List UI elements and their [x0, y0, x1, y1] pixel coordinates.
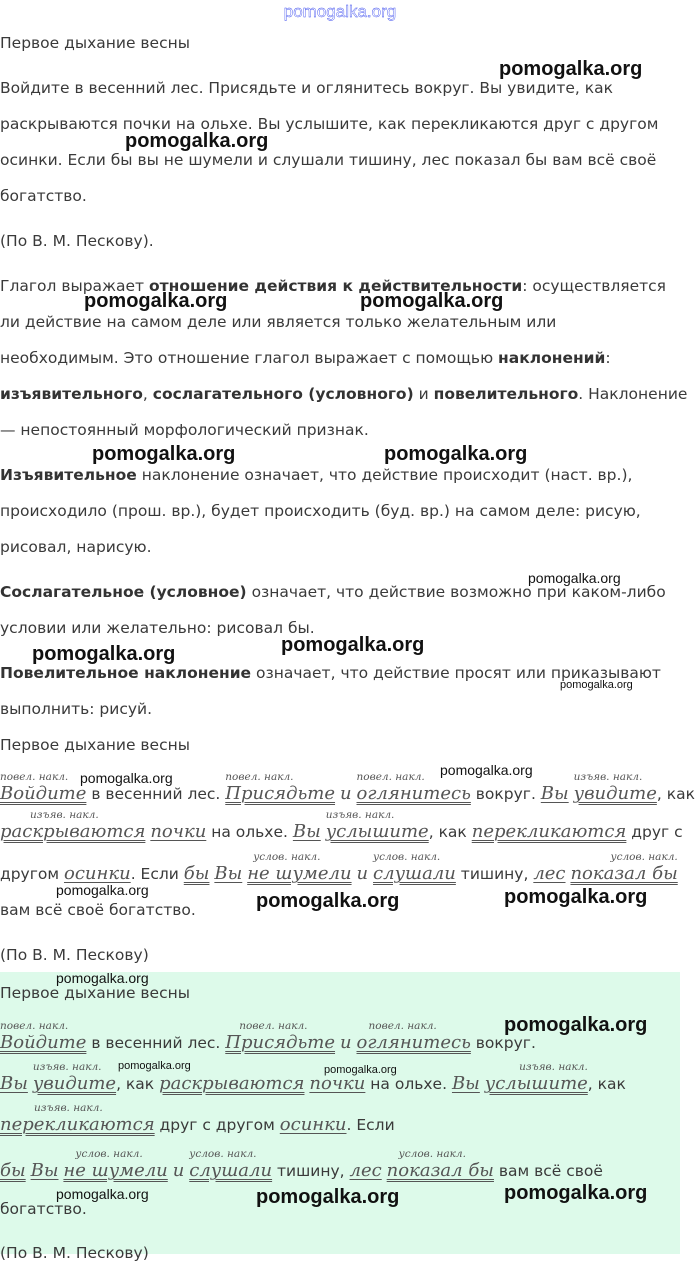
answer-word-vy-2: Вы	[451, 1073, 480, 1094]
watermark: pomogalka.org	[504, 886, 648, 908]
word-vy: Вы	[540, 783, 569, 804]
annotated-line-3: другом осинки. Если бы Вы услов. накл. не шумели и услов. накл. слушали тишину, лес услов. накл. показал бы	[0, 850, 678, 884]
answer-word-uslyshite: изъяв. накл. услышите	[484, 1060, 588, 1094]
word-prisyadte: повел. накл. Присядьте	[225, 770, 336, 804]
watermark: pomogalka.org	[84, 290, 228, 312]
watermark: pomogalka.org	[360, 290, 504, 312]
annotated-line-4: вам всё своё богатство.	[0, 901, 196, 919]
answer-line-4: бы Вы услов. накл. не шумели и услов. накл. слушали тишину, лес услов. накл. показал бы вам всё своё	[0, 1147, 603, 1181]
indicative-line-3: рисовал, нарисую.	[0, 538, 152, 556]
watermark: pomogalka.org	[118, 1060, 191, 1072]
watermark: pomogalka.org	[440, 762, 533, 778]
word-pokazal-by: услов. накл. показал бы	[570, 850, 678, 884]
subjunctive-line-1: Сослагательное (условное) означает, что действие возможно при каком-либо	[0, 583, 666, 601]
text-line-4: богатство.	[0, 187, 87, 205]
answer-word-pochki: почки	[309, 1073, 366, 1094]
annotated-line-1: повел. накл. Войдите в весенний лес. повел. накл. Присядьте и повел. накл. оглянитесь вокруг. Вы изъяв. накл. увидите, как	[0, 770, 695, 804]
word-pochki: почки	[150, 821, 207, 842]
watermark: pomogalka.org	[32, 643, 176, 665]
watermark: pomogalka.org	[80, 770, 173, 786]
text-line-2: раскрываются почки на ольхе. Вы услышите, как перекликаются друг с другом	[0, 115, 659, 133]
watermark: pomogalka.org	[528, 570, 621, 586]
word-uslyshite: изъяв. накл. услышите	[325, 808, 429, 842]
word-osinki: осинки	[63, 863, 131, 884]
watermark: pomogalka.org	[256, 1186, 400, 1208]
watermark: pomogalka.org	[281, 634, 425, 656]
answer-word-vy: Вы	[0, 1073, 28, 1094]
answer-word-osinki: осинки	[279, 1114, 347, 1135]
answer-word-prisyadte: повел. накл. Присядьте	[225, 1019, 336, 1053]
grammar-line-5: — непостоянный морфологический признак.	[0, 421, 369, 439]
word-voidite: повел. накл. Войдите	[0, 770, 87, 804]
answer-word-by: бы	[0, 1160, 26, 1181]
watermark: pomogalka.org	[504, 1014, 648, 1036]
answer-line-1: повел. накл. Войдите в весенний лес. повел. накл. Присядьте и повел. накл. оглянитесь вокруг.	[0, 1019, 536, 1053]
watermark: pomogalka.org	[499, 58, 643, 80]
indicative-line-1: Изъявительное наклонение означает, что действие происходит (наст. вр.),	[0, 466, 633, 484]
word-uvidite: изъяв. накл. увидите	[573, 770, 657, 804]
text-line-3: осинки. Если бы вы не шумели и слушали тишину, лес показал бы вам всё своё	[0, 151, 657, 169]
annotated-title: Первое дыхание весны	[0, 736, 190, 754]
answer-word-uvidite: изъяв. накл. увидите	[32, 1060, 117, 1094]
answer-word-voidite: повел. накл. Войдите	[0, 1019, 87, 1053]
answer-word-raskryvayutsya: раскрываются	[159, 1073, 305, 1094]
grammar-line-3: необходимым. Это отношение глагол выражает с помощью наклонений:	[0, 349, 611, 367]
grammar-line-4: изъявительного, сослагательного (условного) и повелительного. Наклонение	[0, 385, 688, 403]
imperative-line-1: Повелительное наклонение означает, что действие просят или приказывают	[0, 664, 661, 682]
word-slushali: услов. накл. слушали	[373, 850, 456, 884]
watermark: pomogalka.org	[256, 890, 400, 912]
answer-word-pereklikayutsya: изъяв. накл. перекликаются	[0, 1101, 155, 1135]
text-title: Первое дыхание весны	[0, 34, 190, 52]
watermark: pomogalka.org	[504, 1182, 648, 1204]
imperative-line-2: выполнить: рисуй.	[0, 700, 153, 718]
grammar-line-1: Глагол выражает отношение действия к действительности: осуществляется	[0, 277, 666, 295]
answer-word-les: лес	[349, 1160, 382, 1181]
answer-word-vy-3: Вы	[30, 1160, 59, 1181]
watermark: pomogalka.org	[125, 130, 269, 152]
watermark: pomogalka.org	[56, 970, 149, 986]
text-author: (По В. М. Пескову).	[0, 232, 154, 250]
word-vy-2: Вы	[292, 821, 321, 842]
answer-word-i-2: и	[172, 1160, 185, 1181]
text-line-1: Войдите в весенний лес. Присядьте и оглянитесь вокруг. Вы увидите, как	[0, 79, 613, 97]
answer-word-oglyanites: повел. накл. оглянитесь	[356, 1019, 471, 1053]
annotated-line-2: изъяв. накл. раскрываются почки на ольхе. Вы изъяв. накл. услышите, как перекликаются друг с	[0, 808, 683, 842]
answer-line-2: Вы изъяв. накл. увидите, как раскрываются почки на ольхе. Вы изъяв. накл. услышите, как	[0, 1060, 626, 1094]
site-watermark-top: pomogalka.org	[283, 2, 397, 21]
word-les: лес	[533, 863, 566, 884]
watermark: pomogalka.org	[56, 882, 149, 898]
answer-line-5: богатство.	[0, 1200, 87, 1218]
annotated-author: (По В. М. Пескову)	[0, 946, 149, 964]
answer-author-cut: (По В. М. Пескову)	[0, 1244, 149, 1262]
grammar-line-2: ли действие на самом деле или является только желательным или	[0, 313, 557, 331]
word-by: бы	[183, 863, 210, 884]
answer-word-slushali: услов. накл. слушали	[189, 1147, 273, 1181]
word-ne-shumeli: услов. накл. не шумели	[247, 850, 352, 884]
watermark: pomogalka.org	[560, 679, 633, 691]
answer-line-3: изъяв. накл. перекликаются друг с другом осинки. Если	[0, 1101, 395, 1135]
word-pereklikayutsya: перекликаются	[471, 821, 627, 842]
watermark: pomogalka.org	[56, 1186, 149, 1202]
indicative-line-2: происходило (прош. вр.), будет происходить (буд. вр.) на самом деле: рисую,	[0, 502, 641, 520]
word-i-2: и	[356, 863, 369, 884]
word-vy-3: Вы	[214, 863, 243, 884]
answer-word-i: и	[339, 1032, 352, 1053]
answer-word-pokazal-by: услов. накл. показал бы	[386, 1147, 494, 1181]
word-oglyanites: повел. накл. оглянитесь	[356, 770, 471, 804]
watermark: pomogalka.org	[324, 1064, 397, 1076]
watermark: pomogalka.org	[92, 443, 236, 465]
word-raskryvayutsya: изъяв. накл. раскрываются	[0, 808, 146, 842]
subjunctive-line-2: условии или желательно: рисовал бы.	[0, 619, 315, 637]
answer-word-ne-shumeli: услов. накл. не шумели	[63, 1147, 168, 1181]
answer-title: Первое дыхание весны	[0, 984, 190, 1002]
word-i: и	[339, 783, 352, 804]
watermark: pomogalka.org	[384, 443, 528, 465]
